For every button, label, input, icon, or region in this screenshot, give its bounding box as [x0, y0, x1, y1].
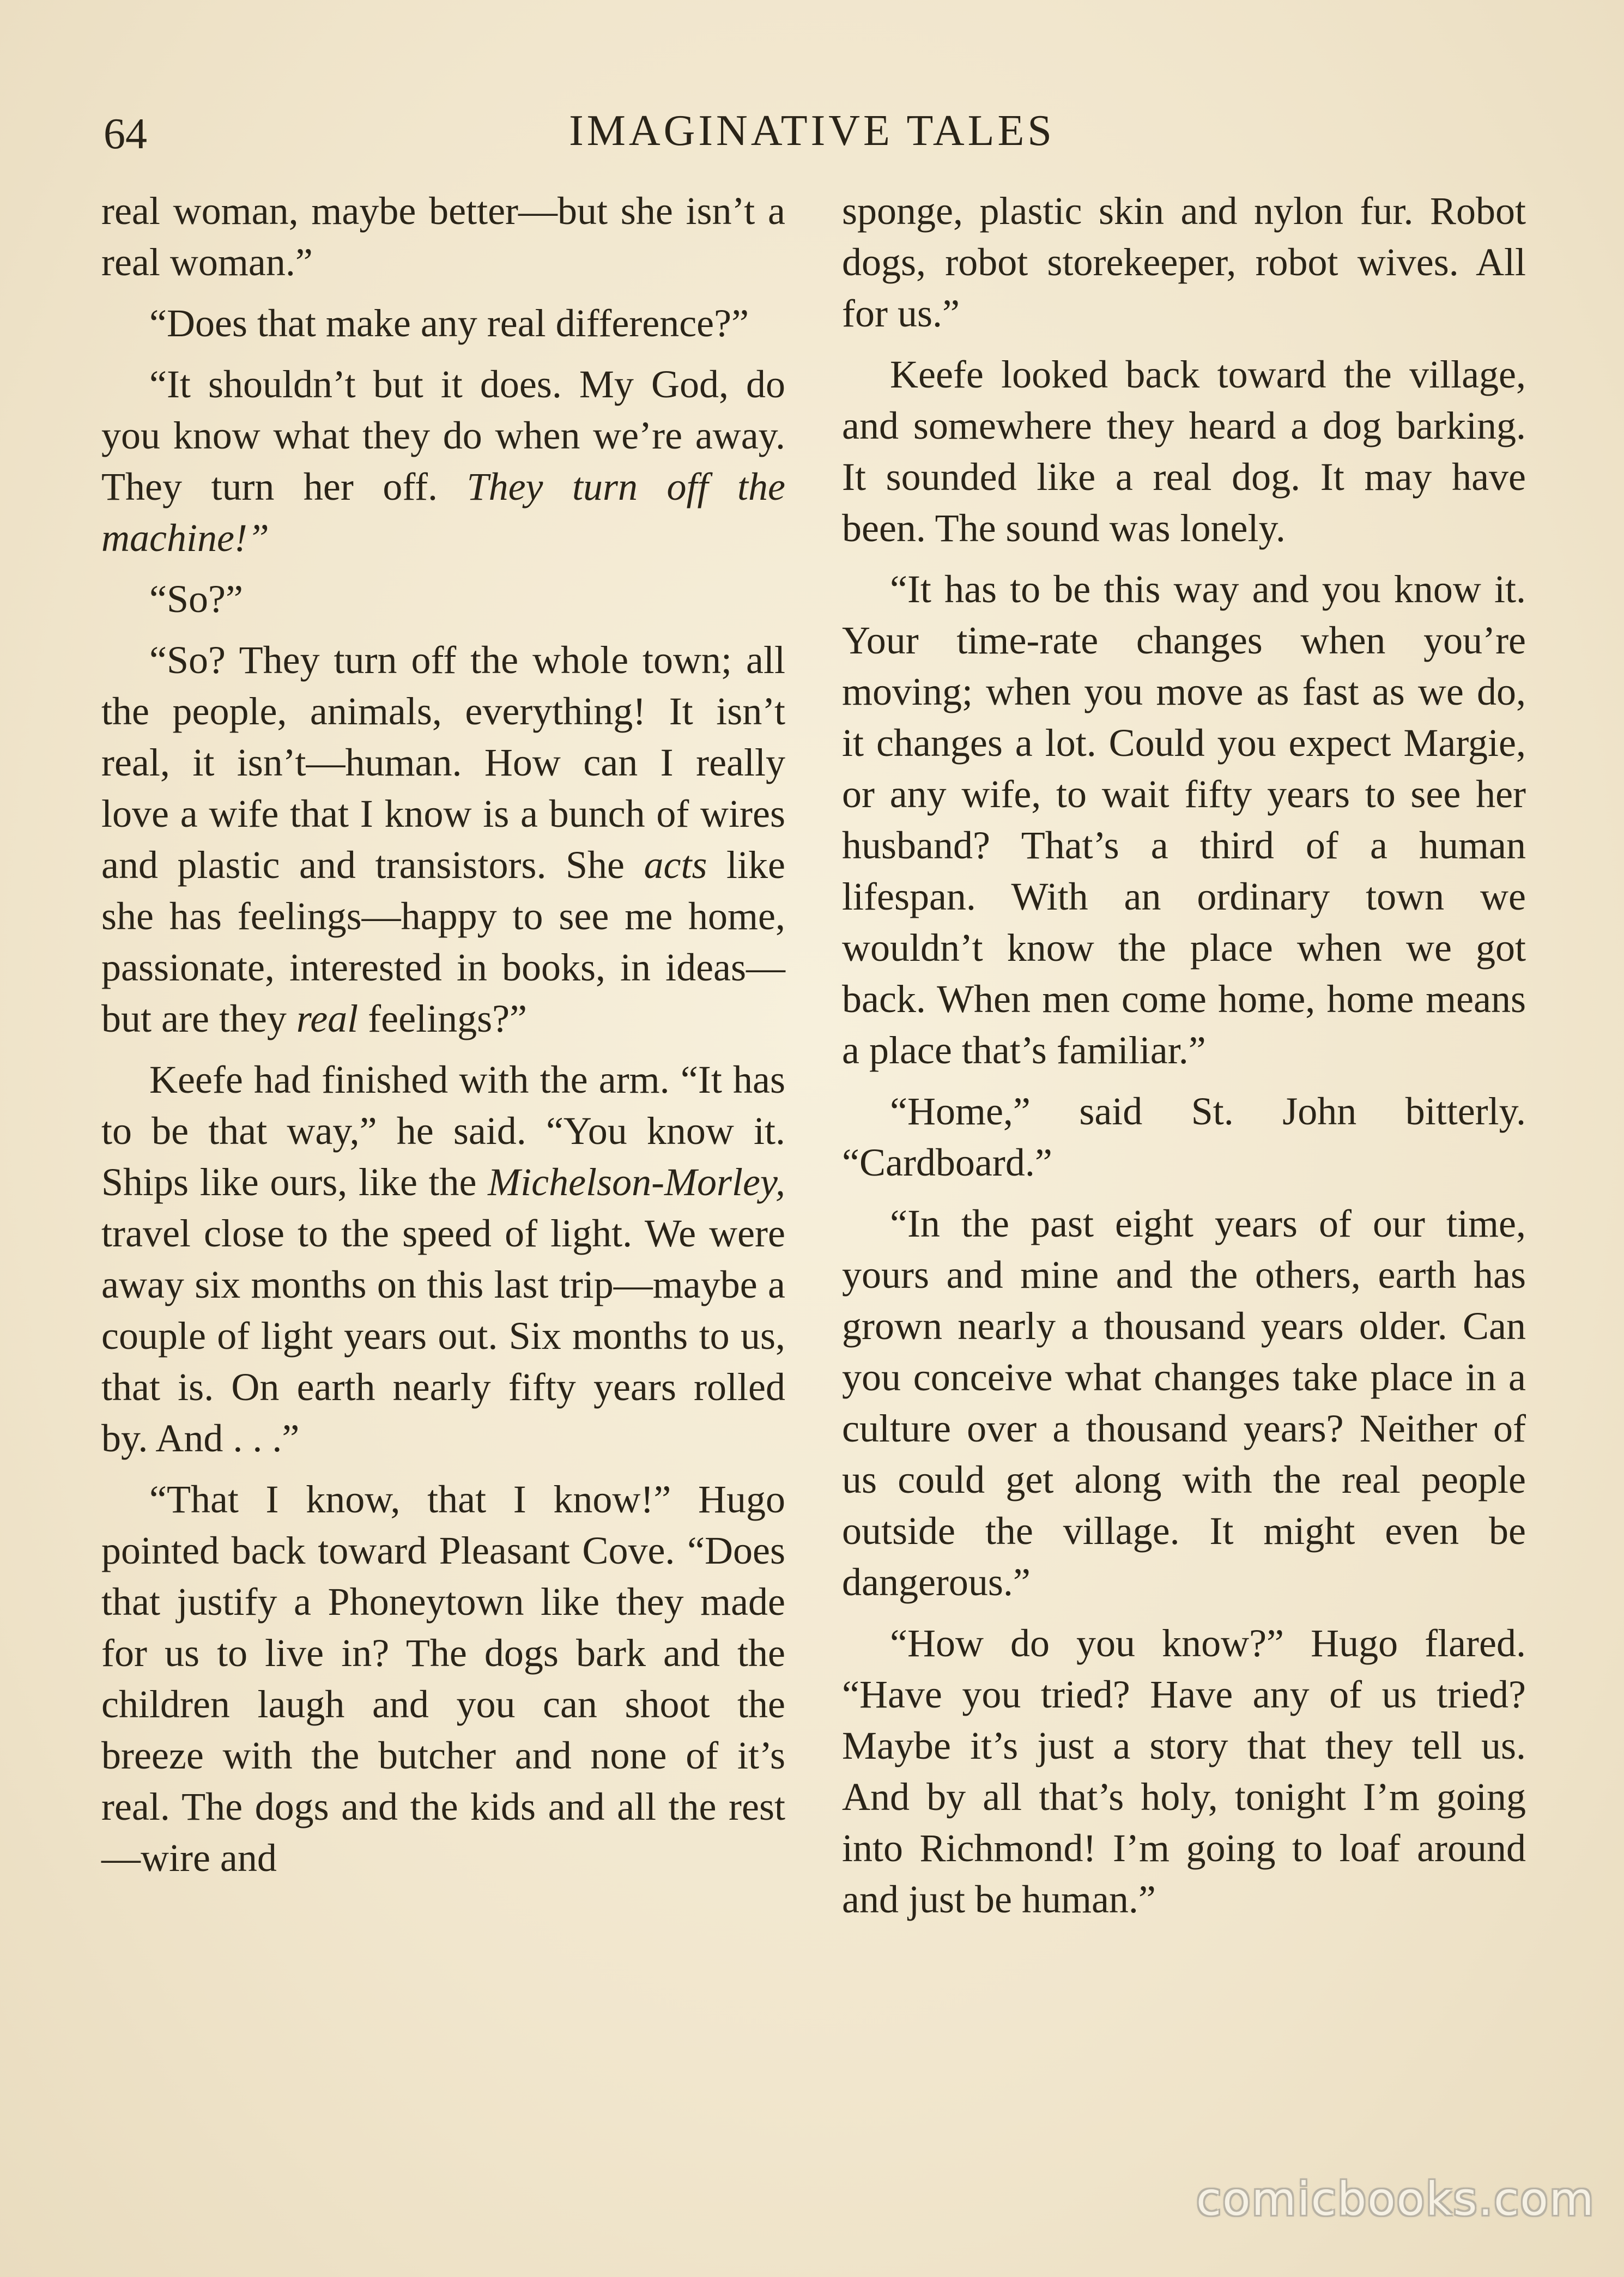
- paragraph: [842, 1086, 1526, 1188]
- paragraph: [101, 634, 785, 1044]
- paragraph: [101, 298, 785, 349]
- text-run: “How do you know?” Hugo flared. “Have you tried? Have any of us tried? Maybe it’s just a story that they tell us. And by all that’s holy, tonight I’m going into Richmond! I’m going to loaf around and just be human.”: [842, 1621, 1526, 1921]
- italic-text: acts: [644, 843, 707, 887]
- paragraph: [842, 1198, 1526, 1608]
- text-run: “That I know, that I know!” Hugo pointed back toward Pleasant Cove. “Does that justify a Phoneytown like they made for us to live in? The dogs bark and the children laugh and you can shoot the breeze with the butcher and none of it’s real. The dogs and the kids and all the rest—wire and: [101, 1477, 785, 1880]
- text-run: “It shouldn’t but it does. My God, do you know what they do when we’re away. They turn her off.: [101, 362, 785, 508]
- paragraph: [101, 359, 785, 564]
- paragraph: [101, 573, 785, 625]
- text-run: Keefe had finished with the arm. “It has to be that way,” he said. “You know it. Ships like ours, like the: [101, 1058, 785, 1204]
- text-run: travel close to the speed of light. We were away six months on this last trip—maybe a couple of light years out. Six months to us, that is. On earth nearly fifty years rolled by. And . . .”: [101, 1212, 785, 1460]
- text-run: “Home,” said St. John bitterly. “Cardboard.”: [842, 1089, 1526, 1184]
- paragraph: [842, 349, 1526, 554]
- paragraph: [101, 185, 785, 288]
- text-run: like she has feelings—happy to see me home, passionate, interested in books, in ideas—but are they: [101, 843, 785, 1040]
- paragraph: [101, 1054, 785, 1464]
- italic-text: real: [296, 997, 359, 1040]
- left-column: [101, 185, 785, 1893]
- text-run: “In the past eight years of our time, yours and mine and the others, earth has grown nearly a thousand years older. Can you conceive what changes take place in a culture over a thousand years? Neither of us could get along with the real people outside the village. It might even be dangerous.”: [842, 1202, 1526, 1604]
- text-run: real woman, maybe better—but she isn’t a real woman.”: [101, 189, 785, 284]
- text-run: sponge, plastic skin and nylon fur. Robot dogs, robot storekeeper, robot wives. All for us.”: [842, 189, 1526, 335]
- page-number: 64: [104, 110, 147, 158]
- italic-text: Michelson-Morley,: [488, 1160, 785, 1204]
- text-run: Keefe looked back toward the village, and somewhere they heard a dog barking. It sounded like a real dog. It may have been. The sound was lonely.: [842, 353, 1526, 550]
- text-run: feelings?”: [358, 997, 528, 1040]
- italic-text: They turn off the machine!”: [101, 465, 785, 560]
- text-run: “So?”: [149, 577, 243, 621]
- paragraph: [101, 1474, 785, 1884]
- running-title: IMAGINATIVE TALES: [569, 107, 1055, 155]
- text-run: “It has to be this way and you know it. Your time-rate changes when you’re moving; when you move as fast as we do, it changes a lot. Could you expect Margie, or any wife, to wait fifty years to see her husband? That’s a third of a human lifespan. With an ordinary town we wouldn’t know the place when we got back. When men come home, home means a place that’s familiar.”: [842, 567, 1526, 1072]
- text-run: “So? They turn off the whole town; all the people, animals, everything! It isn’t real, it isn’t—human. How can I really love a wife that I know is a bunch of wires and plastic and transistors. She: [101, 638, 785, 887]
- text-run: “Does that make any real difference?”: [149, 301, 749, 345]
- paragraph: [842, 185, 1526, 339]
- right-column: [842, 185, 1526, 1935]
- paragraph: [842, 1618, 1526, 1925]
- paragraph: [842, 564, 1526, 1076]
- watermark: comicbooks.com: [1196, 2172, 1595, 2226]
